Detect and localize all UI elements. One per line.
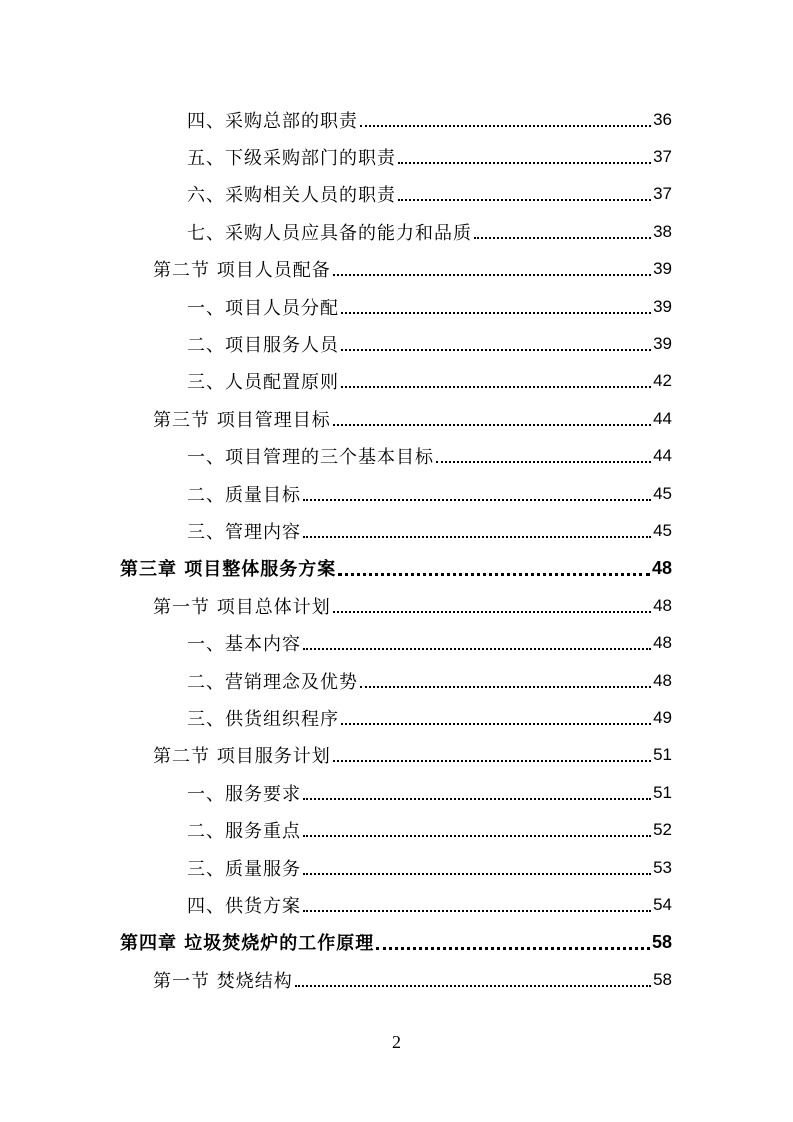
toc-entry-title: 三、供货组织程序 xyxy=(187,708,339,730)
toc-entry-title: 第一节 焚烧结构 xyxy=(153,970,293,992)
toc-entry[interactable] xyxy=(0,512,793,549)
toc-entry-title: 一、服务要求 xyxy=(187,783,301,805)
toc-entry-page: 39 xyxy=(653,334,672,354)
toc-entry-page: 49 xyxy=(653,707,672,727)
toc-entry[interactable] xyxy=(0,325,793,362)
toc-entry[interactable] xyxy=(0,924,793,961)
toc-entry-title: 一、项目管理的三个基本目标 xyxy=(187,447,434,469)
toc-dot-leader xyxy=(376,929,650,950)
toc-dot-leader xyxy=(341,368,651,388)
toc-entry-title: 三、管理内容 xyxy=(187,521,301,543)
toc-entry-page: 53 xyxy=(653,857,672,877)
toc-entry-title: 五、下级采购部门的职责 xyxy=(187,148,396,170)
toc-entry-title: 二、质量目标 xyxy=(187,484,301,506)
toc-dot-leader xyxy=(303,518,651,538)
toc-entry[interactable] xyxy=(0,662,793,699)
toc-entry[interactable] xyxy=(0,849,793,886)
toc-dot-leader xyxy=(303,855,651,875)
toc-dot-leader xyxy=(303,780,651,800)
toc-entry[interactable] xyxy=(0,699,793,736)
toc-dot-leader xyxy=(295,967,651,987)
toc-entry[interactable] xyxy=(0,438,793,475)
page-number: 2 xyxy=(392,1032,401,1052)
toc-entry[interactable] xyxy=(0,251,793,288)
table-of-contents xyxy=(0,101,793,998)
toc-entry[interactable] xyxy=(0,550,793,587)
toc-entry-page: 58 xyxy=(651,931,672,952)
toc-entry-page: 39 xyxy=(653,296,672,316)
toc-dot-leader xyxy=(303,817,651,837)
toc-entry[interactable] xyxy=(0,400,793,437)
toc-entry-page: 42 xyxy=(653,371,672,391)
toc-entry-title: 四、采购总部的职责 xyxy=(187,110,358,132)
toc-dot-leader xyxy=(333,593,651,613)
toc-entry-page: 37 xyxy=(653,184,672,204)
toc-entry-title: 二、服务重点 xyxy=(187,821,301,843)
toc-entry-title: 二、项目服务人员 xyxy=(187,335,339,357)
toc-entry-title: 二、营销理念及优势 xyxy=(187,671,358,693)
toc-entry-page: 44 xyxy=(653,408,672,428)
toc-entry-title: 第三章 项目整体服务方案 xyxy=(120,559,337,581)
toc-entry-page: 44 xyxy=(653,446,672,466)
toc-entry-page: 51 xyxy=(653,782,672,802)
toc-dot-leader xyxy=(360,668,651,688)
toc-entry-title: 三、质量服务 xyxy=(187,858,301,880)
toc-dot-leader xyxy=(398,144,651,164)
toc-entry-title: 一、基本内容 xyxy=(187,634,301,656)
toc-entry[interactable] xyxy=(0,587,793,624)
toc-entry-title: 七、采购人员应具备的能力和品质 xyxy=(187,222,472,244)
toc-entry-title: 四、供货方案 xyxy=(187,895,301,917)
toc-entry[interactable] xyxy=(0,176,793,213)
toc-entry-title: 第四章 垃圾焚烧炉的工作原理 xyxy=(120,933,375,955)
toc-entry[interactable] xyxy=(0,288,793,325)
toc-entry-page: 37 xyxy=(653,147,672,167)
toc-entry-page: 36 xyxy=(653,109,672,129)
toc-entry-page: 45 xyxy=(653,483,672,503)
toc-entry[interactable] xyxy=(0,213,793,250)
toc-entry[interactable] xyxy=(0,624,793,661)
toc-entry-page: 58 xyxy=(653,969,672,989)
toc-dot-leader xyxy=(333,406,651,426)
toc-entry-page: 45 xyxy=(653,520,672,540)
toc-dot-leader xyxy=(341,705,651,725)
toc-entry-page: 48 xyxy=(651,557,672,578)
toc-entry[interactable] xyxy=(0,475,793,512)
toc-entry-title: 第一节 项目总体计划 xyxy=(153,596,331,618)
toc-entry[interactable] xyxy=(0,961,793,998)
toc-dot-leader xyxy=(341,294,651,314)
toc-entry-page: 48 xyxy=(653,595,672,615)
toc-entry-page: 39 xyxy=(653,259,672,279)
toc-dot-leader xyxy=(398,181,651,201)
toc-entry[interactable] xyxy=(0,737,793,774)
toc-entry-title: 第三节 项目管理目标 xyxy=(153,409,331,431)
toc-dot-leader xyxy=(303,630,651,650)
toc-entry[interactable] xyxy=(0,811,793,848)
toc-dot-leader xyxy=(341,331,651,351)
toc-dot-leader xyxy=(360,107,651,127)
toc-dot-leader xyxy=(474,219,651,239)
toc-entry-page: 38 xyxy=(653,221,672,241)
toc-dot-leader xyxy=(338,555,650,576)
toc-entry[interactable] xyxy=(0,138,793,175)
toc-entry-page: 51 xyxy=(653,745,672,765)
toc-entry-page: 52 xyxy=(653,820,672,840)
toc-entry-title: 第二节 项目服务计划 xyxy=(153,746,331,768)
toc-dot-leader xyxy=(333,256,651,276)
toc-entry[interactable] xyxy=(0,363,793,400)
toc-dot-leader xyxy=(303,481,651,501)
toc-entry-page: 54 xyxy=(653,894,672,914)
toc-entry-title: 三、人员配置原则 xyxy=(187,372,339,394)
toc-entry-page: 48 xyxy=(653,633,672,653)
toc-entry[interactable] xyxy=(0,101,793,138)
toc-dot-leader xyxy=(333,742,651,762)
toc-entry-title: 第二节 项目人员配备 xyxy=(153,260,331,282)
toc-entry[interactable] xyxy=(0,886,793,923)
toc-entry-title: 一、项目人员分配 xyxy=(187,297,339,319)
toc-dot-leader xyxy=(436,443,651,463)
toc-entry-page: 48 xyxy=(653,670,672,690)
toc-entry-title: 六、采购相关人员的职责 xyxy=(187,185,396,207)
toc-dot-leader xyxy=(303,892,651,912)
toc-entry[interactable] xyxy=(0,774,793,811)
